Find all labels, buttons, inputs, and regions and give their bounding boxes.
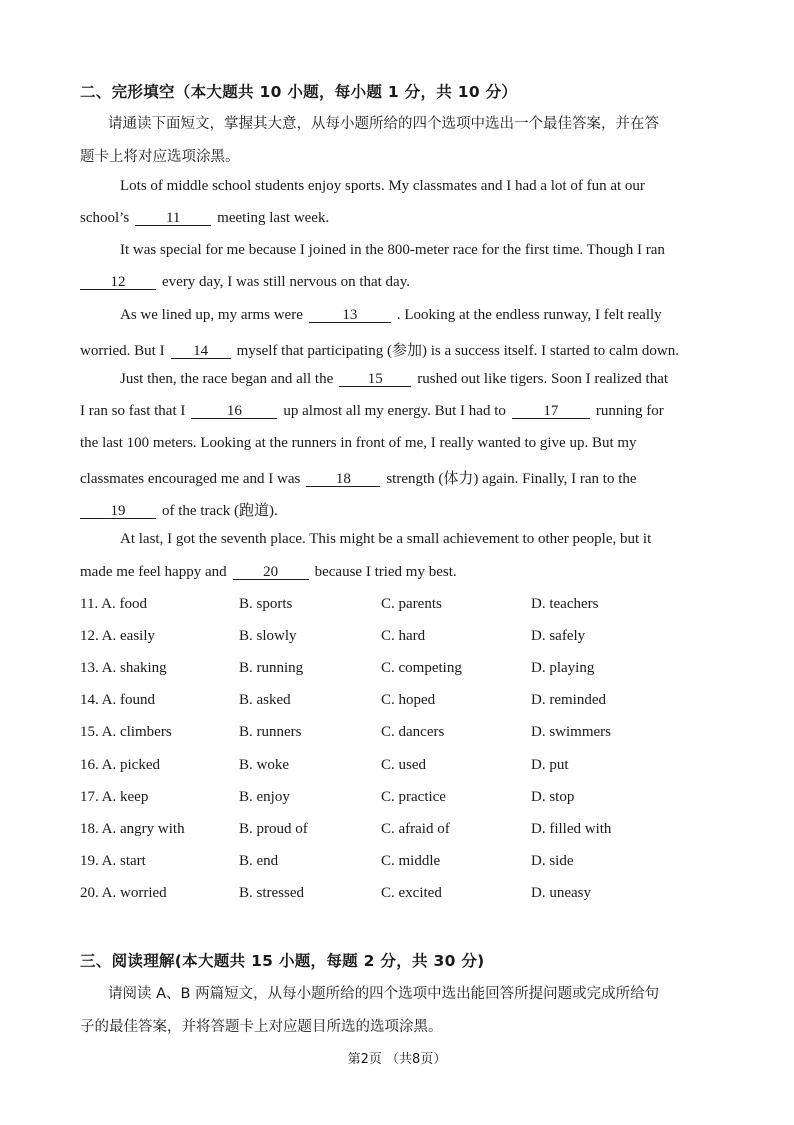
option-14-d: D. reminded xyxy=(531,692,606,708)
option-11-b: B. sports xyxy=(239,596,293,612)
option-19-c: C. middle xyxy=(381,853,441,869)
passage-line: It was special for me because I joined in the 800-meter race for the first time. Though I ran xyxy=(120,242,665,258)
option-19-a: 19. A. start xyxy=(80,853,146,869)
option-18-a: 18. A. angry with xyxy=(80,821,185,837)
passage-line: As we lined up, my arms were 13 . Looking at the endless runway, I felt really xyxy=(120,307,662,323)
passage-line: worried. But I 14 myself that participating (参加) is a success itself. I started to calm down. xyxy=(80,343,679,359)
option-12-d: D. safely xyxy=(531,628,586,644)
passage-line: made me feel happy and 20 because I tried my best. xyxy=(80,564,457,580)
passage-line: 19 of the track (跑道). xyxy=(74,499,278,520)
option-19-d: D. side xyxy=(531,853,574,869)
page-number-footer: 第2页 （共8页） xyxy=(347,1052,447,1067)
option-18-c: C. afraid of xyxy=(381,821,450,837)
blank-19: 19 xyxy=(80,504,156,519)
option-17-d: D. stop xyxy=(531,789,575,805)
option-18-b: B. proud of xyxy=(239,821,308,837)
option-12-c: C. hard xyxy=(381,628,426,644)
passage-line: Just then, the race began and all the 15 rushed out like tigers. Soon I realized that xyxy=(120,371,669,387)
section-two-instruction-line-1: 请通读下面短文，掌握其大意，从每小题所给的四个选项中选出一个最佳答案，并在答 xyxy=(108,116,659,132)
blank-17: 17 xyxy=(512,404,590,419)
option-17-c: C. practice xyxy=(381,789,446,805)
blank-16: 16 xyxy=(191,404,277,419)
option-13-a: 13. A. shaking xyxy=(80,660,167,676)
option-11-a: 11. A. food xyxy=(80,596,147,612)
passage-line: Lots of middle school students enjoy sports. My classmates and I had a lot of fun at our xyxy=(120,178,645,194)
blank-11: 11 xyxy=(135,211,211,226)
option-15-a: 15. A. climbers xyxy=(80,724,172,740)
section-three-instruction-line-2: 子的最佳答案，并将答题卡上对应题目所选的选项涂黑。 xyxy=(80,1019,443,1035)
option-16-c: C. used xyxy=(381,757,426,773)
section-three-instruction-line-1: 请阅读 A、B 两篇短文，从每小题所给的四个选项中选出能回答所提问题或完成所给句 xyxy=(108,986,660,1002)
section-two-heading: 二、完形填空（本大题共 10 小题，每小题 1 分，共 10 分） xyxy=(80,83,518,101)
option-14-c: C. hoped xyxy=(381,692,436,708)
option-12-b: B. slowly xyxy=(239,628,297,644)
passage-line: school’s 11 meeting last week. xyxy=(80,210,330,226)
passage-line: At last, I got the seventh place. This might be a small achievement to other people, but it xyxy=(120,531,652,547)
option-15-c: C. dancers xyxy=(381,724,445,740)
option-20-c: C. excited xyxy=(381,885,442,901)
option-16-a: 16. A. picked xyxy=(80,757,160,773)
option-17-a: 17. A. keep xyxy=(80,789,149,805)
option-15-b: B. runners xyxy=(239,724,302,740)
passage-line: classmates encouraged me and I was 18 strength (体力) again. Finally, I ran to the xyxy=(80,471,637,487)
blank-18: 18 xyxy=(306,472,380,487)
option-16-d: D. put xyxy=(531,757,569,773)
option-13-c: C. competing xyxy=(381,660,462,676)
option-19-b: B. end xyxy=(239,853,279,869)
option-13-d: D. playing xyxy=(531,660,595,676)
option-13-b: B. running xyxy=(239,660,304,676)
option-12-a: 12. A. easily xyxy=(80,628,155,644)
option-20-a: 20. A. worried xyxy=(80,885,167,901)
section-two-instruction-line-2: 题卡上将对应选项涂黑。 xyxy=(80,149,240,165)
option-16-b: B. woke xyxy=(239,757,289,773)
option-18-d: D. filled with xyxy=(531,821,612,837)
option-11-c: C. parents xyxy=(381,596,442,612)
blank-12: 12 xyxy=(80,275,156,290)
option-14-b: B. asked xyxy=(239,692,291,708)
option-14-a: 14. A. found xyxy=(80,692,155,708)
option-20-d: D. uneasy xyxy=(531,885,591,901)
blank-20: 20 xyxy=(233,565,309,580)
blank-13: 13 xyxy=(309,308,391,323)
passage-line: 12 every day, I was still nervous on that day. xyxy=(74,274,410,291)
option-15-d: D. swimmers xyxy=(531,724,611,740)
passage-line: I ran so fast that I 16 up almost all my energy. But I had to 17 running for xyxy=(80,403,664,419)
option-17-b: B. enjoy xyxy=(239,789,290,805)
option-11-d: D. teachers xyxy=(531,596,599,612)
option-20-b: B. stressed xyxy=(239,885,304,901)
blank-14: 14 xyxy=(171,344,231,359)
passage-line: the last 100 meters. Looking at the runners in front of me, I really wanted to give up. But my xyxy=(80,435,637,451)
blank-15: 15 xyxy=(339,372,411,387)
section-three-heading: 三、阅读理解(本大题共 15 小题，每题 2 分，共 30 分) xyxy=(80,952,485,970)
